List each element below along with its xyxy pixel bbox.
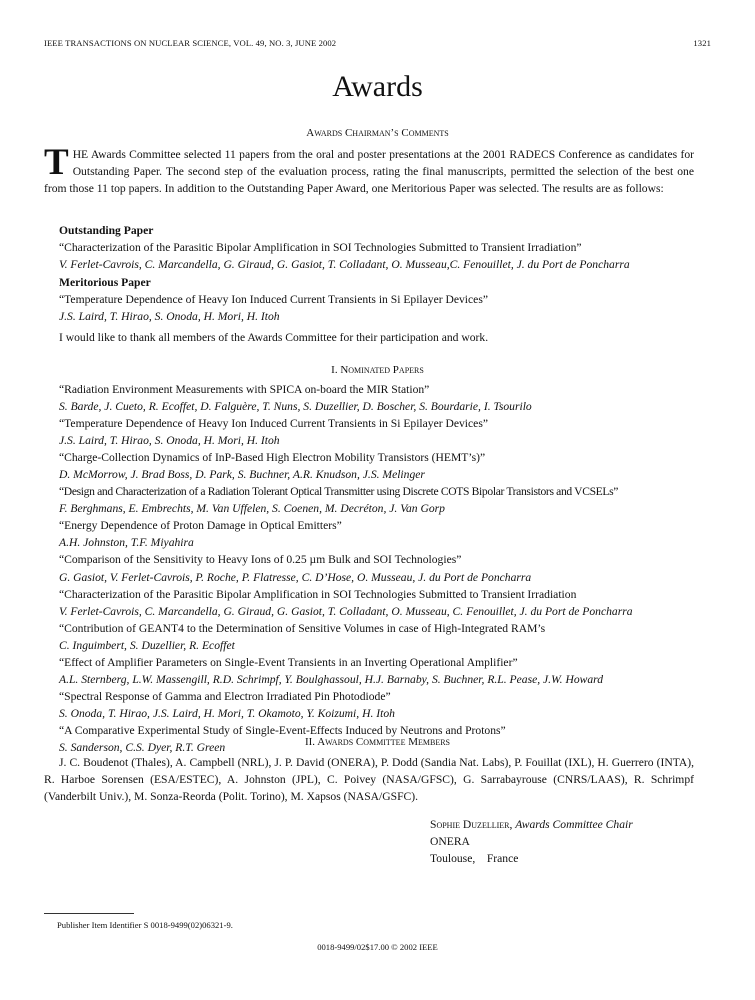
paper-authors: S. Barde, J. Cueto, R. Ecoffet, D. Falguère, T. Nuns, S. Duzellier, D. Boscher, S. Bourdarie, I. Tsourilo: [59, 400, 532, 414]
outstanding-label: Outstanding Paper: [59, 224, 154, 237]
meritorious-label: Meritorious Paper: [59, 275, 151, 289]
running-head: [44, 38, 711, 48]
paper-title: “Effect of Amplifier Parameters on Single-Event Transients in an Inverting Operational Amplifier”: [59, 655, 518, 669]
intro-text: HE Awards Committee selected 11 papers from the oral and poster presentations at the 2001 RADECS Conference as candidates for Outstanding Paper. The second step of the evaluation process, rating the final manuscripts, permitted the selection of the best one from those 11 top papers. In addition to the Outstanding Paper Award, one Meritorious Paper was selected. The results are as follows:: [44, 148, 694, 195]
page-number: 1321: [693, 38, 711, 48]
outstanding-title: “Characterization of the Parasitic Bipolar Amplification in SOI Technologies Submitted to Transient Irradiation”: [59, 241, 582, 255]
nominated-papers-list: [59, 381, 719, 756]
chairman-comments-heading: Awards Chairman’s Comments: [306, 127, 449, 139]
committee-heading: II. Awards Committee Members: [304, 736, 450, 748]
paper-title: “Contribution of GEANT4 to the Determination of Sensitive Volumes in case of High-Integrated RAM’s: [59, 621, 546, 635]
signature-block: [430, 816, 633, 867]
paper-authors: S. Sanderson, C.S. Dyer, R.T. Green: [59, 740, 226, 754]
paper-title: “Radiation Environment Measurements with SPICA on-board the MIR Station”: [59, 383, 430, 396]
meritorious-title: “Temperature Dependence of Heavy Ion Induced Current Transients in Si Epilayer Devices”: [59, 292, 488, 306]
paper-title: “Charge-Collection Dynamics of InP-Based High Electron Mobility Transistors (HEMT’s)”: [59, 451, 486, 465]
paper-title: “Temperature Dependence of Heavy Ion Induced Current Transients in Si Epilayer Devices”: [59, 417, 488, 431]
publisher-identifier: Publisher Item Identifier S 0018-9499(02)06321-9.: [57, 920, 233, 930]
paper-authors: V. Ferlet-Cavrois, C. Marcandella, G. Giraud, G. Gasiot, T. Colladant, O. Musseau, C. Fenouillet, J. du Port de Poncharra: [59, 604, 633, 618]
paper-authors: D. McMorrow, J. Brad Boss, D. Park, S. Buchner, A.R. Knudson, J.S. Melinger: [59, 468, 425, 482]
journal-name: IEEE TRANSACTIONS ON NUCLEAR SCIENCE, VOL. 49, NO. 3, JUNE 2002: [44, 38, 337, 48]
paper-authors: J.S. Laird, T. Hirao, S. Onoda, H. Mori, H. Itoh: [59, 434, 280, 448]
paper-authors: F. Berghmans, E. Embrechts, M. Van Uffelen, S. Coenen, M. Decréton, J. Van Gorp: [59, 502, 445, 516]
paper-title: “Spectral Response of Gamma and Electron Irradiated Pin Photodiode”: [59, 689, 391, 703]
nominated-papers-heading: I. Nominated Papers: [331, 364, 424, 376]
meritorious-authors: J.S. Laird, T. Hirao, S. Onoda, H. Mori, H. Itoh: [59, 310, 280, 324]
paper-authors: S. Onoda, T. Hirao, J.S. Laird, H. Mori, T. Okamoto, Y. Koizumi, H. Itoh: [59, 706, 395, 720]
footnote-rule: [44, 913, 134, 914]
award-winners: [59, 222, 719, 325]
committee-members: J. C. Boudenot (Thales), A. Campbell (NRL), J. P. David (ONERA), P. Dodd (Sandia Nat. Labs), P. Fouillat (IXL), H. Guerrero (INTA), R. Harboe Sorensen (ESA/ESTEC), A. Johnston (JPL), C. Poivey (NASA/GFSC), G. Sarrabayrouse (CNRS/LAAS), R. Schrimpf (Vanderbilt Univ.), M. Sonza-Reorda (Polit. Torino), M. Xapsos (NASA/GSFC).: [44, 756, 694, 803]
thanks-text: I would like to thank all members of the Awards Committee for their participation and work.: [59, 331, 489, 344]
paper-authors: G. Gasiot, V. Ferlet-Cavrois, P. Roche, P. Flatresse, C. D’Hose, O. Musseau, J. du Port de Poncharra: [59, 570, 532, 584]
page-title: Awards: [332, 70, 423, 103]
copyright-line: 0018-9499/02$17.00 © 2002 IEEE: [317, 942, 438, 952]
paper-authors: C. Inguimbert, S. Duzellier, R. Ecoffet: [59, 638, 235, 652]
paper-title: “Comparison of the Sensitivity to Heavy Ions of 0.25 µm Bulk and SOI Technologies”: [59, 553, 462, 567]
signer-name: Sophie Duzellier,: [430, 818, 513, 831]
paper-title: “Characterization of the Parasitic Bipolar Amplification in SOI Technologies Submitted to Transient Irradiation: [59, 587, 577, 601]
signer-location: Toulouse, France: [430, 852, 519, 865]
intro-paragraph: [44, 142, 694, 197]
paper-title: “A Comparative Experimental Study of Single-Event-Effects Induced by Neutrons and Protons”: [59, 723, 506, 737]
paper-title: “Energy Dependence of Proton Damage in Optical Emitters”: [59, 519, 342, 533]
paper-authors: A.L. Sternberg, L.W. Massengill, R.D. Schrimpf, Y. Boulghassoul, H.J. Barnaby, S. Buchner, R.L. Pease, J.W. Howard: [59, 672, 604, 686]
dropcap: T: [44, 142, 69, 183]
signer-org: ONERA: [430, 835, 470, 848]
paper-authors: A.H. Johnston, T.F. Miyahira: [59, 536, 194, 550]
paper-title: “Design and Characterization of a Radiation Tolerant Optical Transmitter using Discrete COTS Bipolar Transistors and VCSELs”: [59, 485, 619, 499]
signer-role: Awards Committee Chair: [515, 818, 633, 831]
outstanding-authors: V. Ferlet-Cavrois, C. Marcandella, G. Giraud, G. Gasiot, T. Colladant, O. Musseau,C. Fenouillet, J. du Port de Poncharra: [59, 258, 630, 272]
